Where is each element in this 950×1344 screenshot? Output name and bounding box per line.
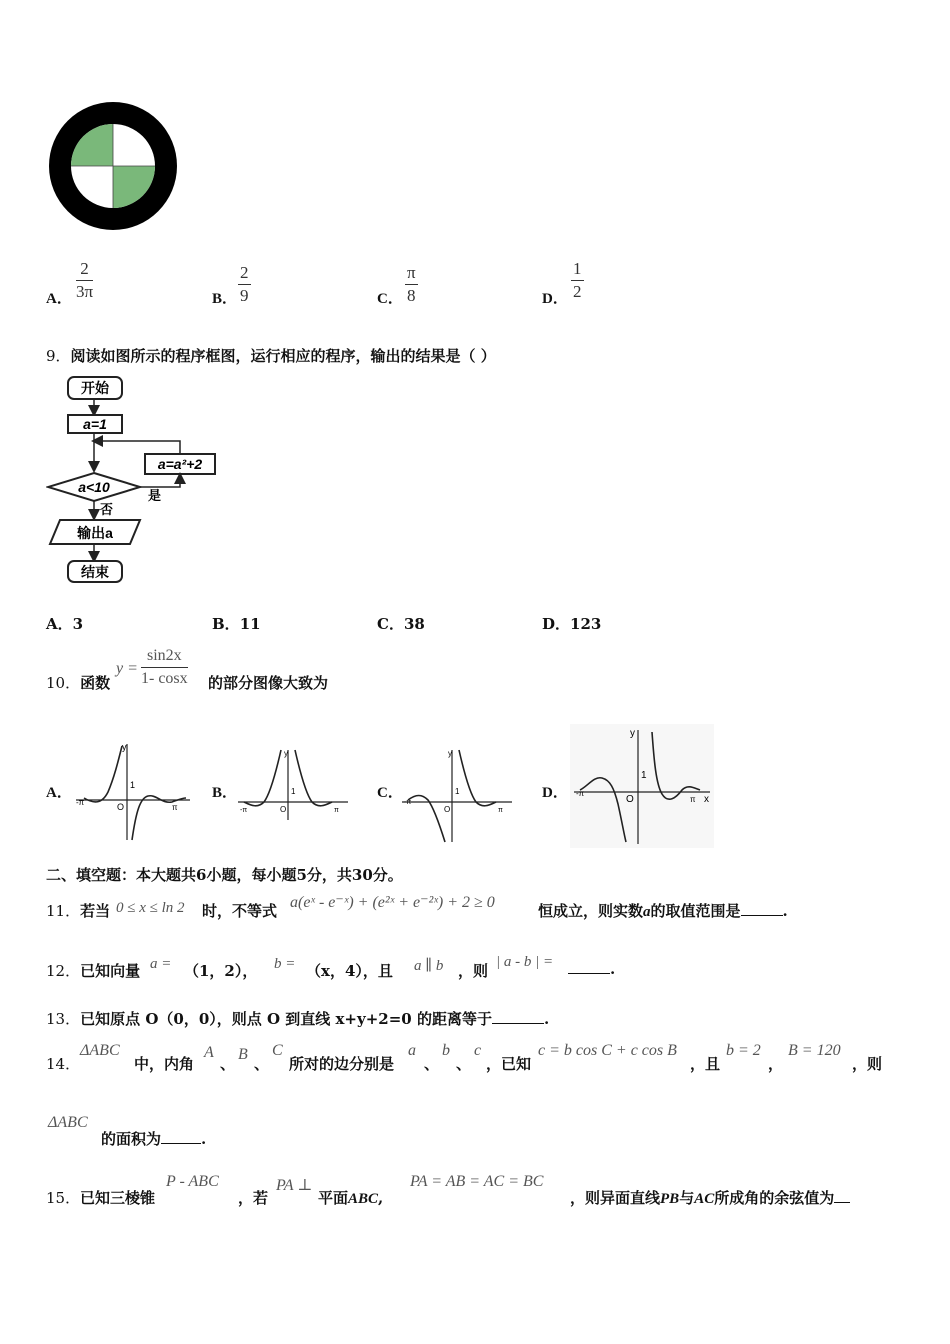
q9-stem: 9．阅读如图所示的程序框图，运行相应的程序，输出的结果是（ ） [46,347,496,365]
q14-text-5: ，则 [852,1055,883,1073]
q10-option-b-label: B． [212,785,238,801]
q9-option-d: D．123 [542,615,602,633]
q10-option-c-label: C． [377,785,403,801]
q14-text-3: ，已知 [486,1055,532,1073]
svg-text:-π: -π [240,807,248,814]
svg-text:1: 1 [641,770,647,781]
svg-text:O: O [280,805,287,814]
q12-parallel: a ∥ b [414,958,444,974]
q11-condition: 0 ≤ x ≤ ln 2 [116,900,185,916]
q12-tail: . [568,960,615,978]
q12-abs-expression: | a - b | = [496,954,554,970]
q11-answer-blank [741,915,783,916]
q15-text-3: 平面ABC, [318,1189,384,1207]
q14-side-c: c [474,1042,482,1059]
q8-option-a-fraction: $\frac{2}{3\pi}$ [76,259,94,301]
flow-loop-text: a=a²+2 [157,456,203,472]
q10-stem: 10．函数 [46,674,111,692]
q9-option-a: A．3 [46,615,84,633]
q9-option-b: B．11 [212,615,261,633]
q12-vector-a-value: （1，2）， [184,962,258,980]
svg-text:-π: -π [76,798,85,807]
q12-vector-b-value: （x，4），且 [306,962,393,980]
svg-text:π: π [172,803,178,812]
section-2-heading: 二、填空题：本大题共6小题，每小题5分，共30分。 [46,866,403,884]
q14-triangle: ΔABC [80,1042,120,1059]
q10-stem-tail: 的部分图像大致为 [208,674,329,692]
q9-flowchart [46,374,226,586]
svg-text:y: y [284,749,288,758]
svg-text:x: x [704,794,709,805]
q10-option-d-label: D． [542,785,568,801]
flow-condition-text: a<10 [78,479,110,495]
q14-text-4: ，且 [690,1055,721,1073]
svg-text:y: y [448,749,452,758]
q8-option-b-fraction: $\frac{2}{9}$ [240,263,249,305]
q15-equation: PA = AB = AC = BC [410,1173,544,1190]
q15-number: 15． [46,1189,81,1207]
svg-text:-π: -π [576,789,585,798]
q15-answer-blank [834,1202,850,1203]
svg-text:1: 1 [130,780,136,790]
flow-no-label: 否 [100,502,114,517]
q13-answer-blank [492,1023,544,1024]
flow-yes-label: 是 [148,488,162,503]
q8-option-c-label: C． [377,291,403,307]
q14-equation: c = b cos C + c cos B [538,1042,677,1059]
svg-text:-π: -π [404,799,412,806]
q14-number: 14． [46,1055,81,1073]
q10-option-a-label: A． [46,785,72,801]
flow-start-text: 开始 [81,380,109,396]
svg-text:1: 1 [455,787,460,796]
q14-side-b: b [442,1042,450,1059]
q11-stem: 11．若当 [46,902,111,920]
q14-tail: 的面积为 . [101,1130,207,1148]
svg-text:y: y [630,728,635,739]
q8-option-a-label: A． [46,291,72,307]
q10-graph-b [236,746,352,822]
q14-answer-blank [161,1143,201,1144]
q12-vector-b: b = [274,956,296,972]
q11-mid-text: 时，不等式 [202,902,278,920]
q13-stem: 13．已知原点 O（0，0），则点 O 到直线 x+y+2=0 的距离等于 . [46,1010,550,1028]
q12-stem: 12．已知向量 [46,962,141,980]
flow-init-text: a=1 [83,416,107,432]
q12-then: ，则 [458,962,489,980]
q12-vector-a: a = [150,956,172,972]
target-figure [46,100,182,230]
q10-graph-d [570,724,714,848]
q15-pyramid: P - ABC [166,1173,219,1190]
svg-text:π: π [498,807,503,814]
q14-b-value: b = 2 [726,1042,761,1059]
q14-text-1: 中，内角 [134,1055,195,1073]
q14-side-a: a [408,1042,416,1059]
q9-option-c: C．38 [377,615,425,633]
q15-tail: ，则异面直线PB与AC所成角的余弦值为 [570,1187,850,1208]
q14-text-2: 所对的边分别是 [289,1055,395,1073]
svg-text:π: π [334,807,339,814]
q8-option-b-label: B． [212,291,238,307]
svg-text:π: π [690,795,696,804]
flow-end-text: 结束 [81,564,109,580]
q11-tail: 恒成立，则实数a的取值范围是 . [538,902,788,920]
q15-perp: PA ⊥ [276,1177,313,1194]
q10-fraction: $\frac{\sin 2x}{1- \cos x}$ [141,647,188,687]
q8-option-d-fraction: $\frac{1}{2}$ [573,259,582,301]
q14-triangle-line-2: ΔABC [48,1114,88,1131]
svg-text:1: 1 [291,787,296,796]
q14-angle-a: A [204,1044,214,1061]
q15-text-1: 已知三棱锥 [80,1189,156,1207]
q11-inequality: a(eˣ - e⁻ˣ) + (e²ˣ + e⁻²ˣ) + 2 ≥ 0 [290,894,495,911]
svg-text:y: y [122,742,127,752]
q10-y-equals: y = [116,660,138,677]
q8-option-d-label: D． [542,291,568,307]
q15-text-2: ，若 [238,1189,269,1207]
q10-graph-a [72,740,194,846]
svg-text:O: O [117,802,125,812]
flow-output-text: 输出a [77,525,113,541]
q14-angle-b: B [238,1046,248,1063]
svg-text:O: O [626,794,634,805]
q12-answer-blank [568,973,610,974]
q14-angle-b-value: B = 120 [788,1042,841,1059]
q14-angle-c: C [272,1042,283,1059]
q10-graph-c [400,746,516,844]
svg-text:O: O [444,805,451,814]
q8-option-c-fraction: $\frac{\pi}{8}$ [407,263,416,305]
